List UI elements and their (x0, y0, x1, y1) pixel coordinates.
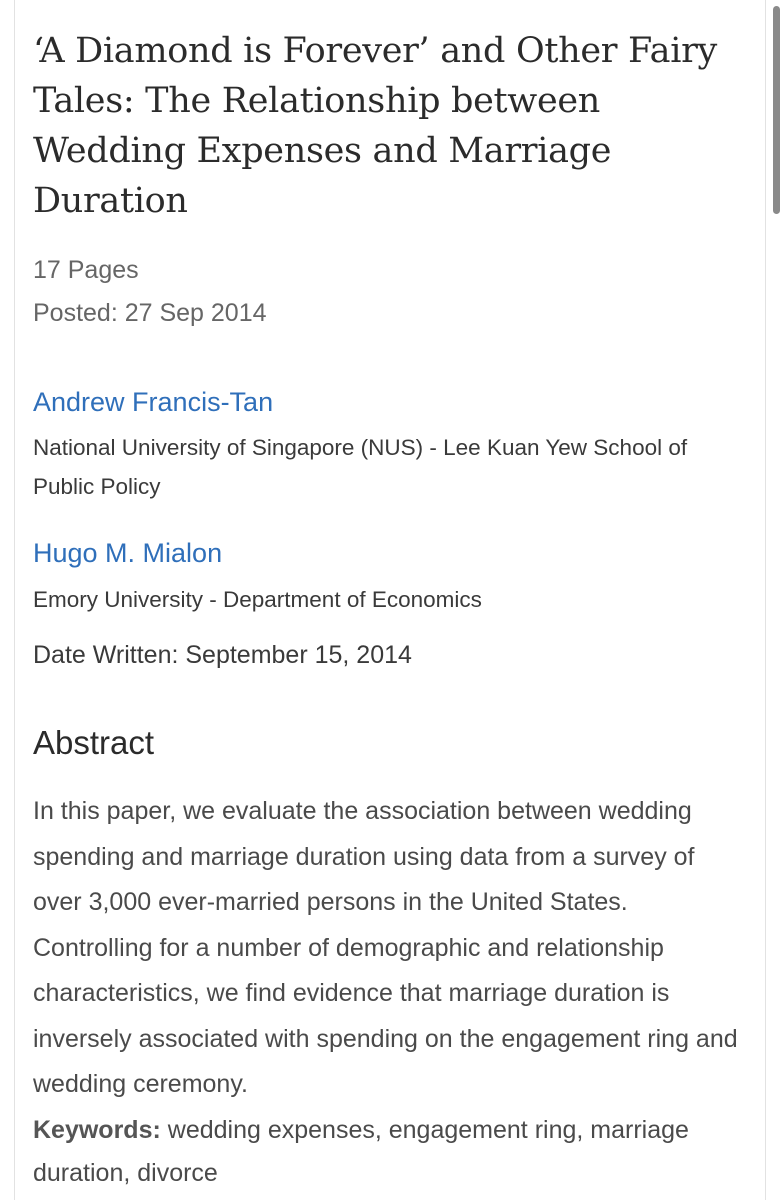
abstract-text: In this paper, we evaluate the association between wedding spending and marriage duration using data from a survey of over 3,000 ever-married persons in the United States. Controlling for a number of demographic and relationship characteristics, we find evidence that marriage duration is inversely associated with spending on the engagement ring and wedding ceremony. (33, 797, 738, 1098)
keywords-text: wedding expenses, engagement ring, marriage duration, divorce (33, 1116, 689, 1187)
paper-title: ‘A Diamond is Forever’ and Other Fairy Tales: The Relationship between Wedding Expenses and Marriage Duration (33, 31, 717, 221)
author-affiliation: Emory University - Department of Economics (33, 587, 482, 612)
keywords-label: Keywords: (33, 1116, 161, 1144)
author-link-hugo-mialon[interactable]: Hugo M. Mialon (33, 538, 223, 568)
abstract-heading: Abstract (33, 724, 155, 761)
posted-date: Posted: 27 Sep 2014 (33, 299, 267, 327)
author-affiliation: National University of Singapore (NUS) - Lee Kuan Yew School of Public Policy (33, 435, 688, 499)
page-count: 17 Pages (33, 256, 139, 284)
date-written: Date Written: September 15, 2014 (33, 641, 412, 669)
keywords (33, 1109, 745, 1195)
scrollbar-thumb[interactable] (773, 6, 780, 214)
author-link-andrew-francis-tan[interactable]: Andrew Francis-Tan (33, 387, 274, 417)
